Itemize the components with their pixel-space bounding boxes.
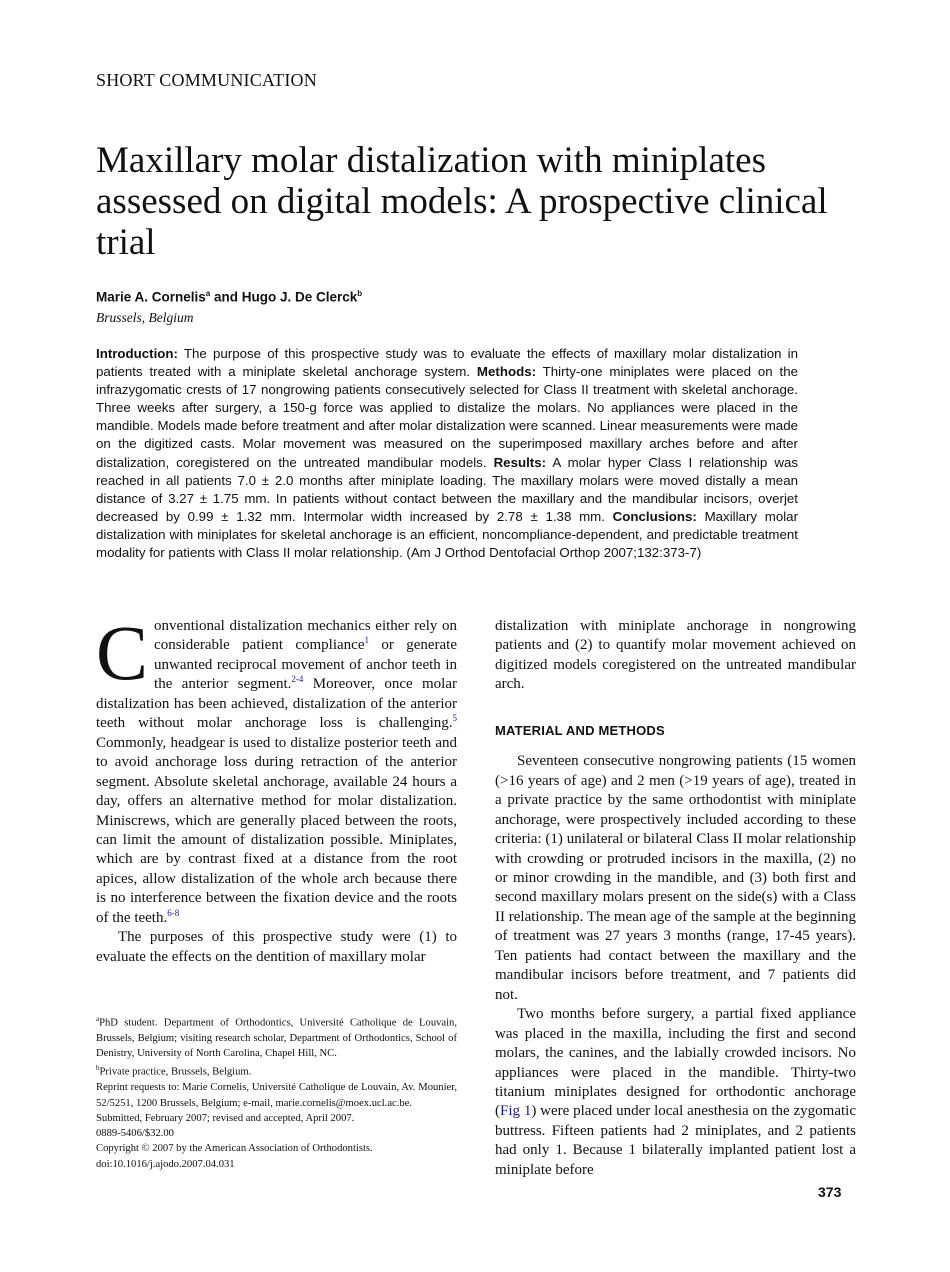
author-name: Marie A. Cornelis xyxy=(96,289,206,305)
abstract xyxy=(96,345,798,562)
body-text: onventional distalization mechanics either rely on considerable patient compliance xyxy=(154,618,457,654)
body-text: Commonly, headgear is used to distalize posterior teeth and to avoid anchorage loss during retraction of the anterior segment. Absolute skeletal anchorage, available 24 hours a day, offers an alternative method for molar distalization. Miniscrews, which are generally placed between the roots, can limit the amount of distalization possible. Miniplates, which are by contrast fixed at a distance from the root apices, allow distalization of the whole arch because there is no interference between the fixation device and the roots of the teeth. xyxy=(96,734,457,926)
abstract-conclusions: Maxillary molar distalization with miniplates for skeletal anchorage is an efficient, noncompliance-dependent, and predictable treatment modality for patients with Class II molar relationship. (Am J Orthod Dentofacial Orthop 2007;132:373-7) xyxy=(96,508,799,561)
page-number: 373 xyxy=(818,1184,842,1200)
citation-link[interactable]: 6-8 xyxy=(167,907,180,918)
citation-link[interactable]: 1 xyxy=(364,635,369,646)
body-column-left xyxy=(96,609,457,967)
copyright-notice: Copyright © 2007 by the American Association of Orthodontists. xyxy=(96,1143,373,1155)
article-title: Maxillary molar distalization with miniplates assessed on digital models: A prospective clinical trial xyxy=(96,140,828,263)
section-heading: MATERIAL AND METHODS xyxy=(495,722,665,738)
author-conjunction: and xyxy=(210,289,242,305)
body-column-right xyxy=(495,617,856,1180)
abstract-results-label: Results: xyxy=(493,454,547,470)
author-name: Hugo J. De Clerck xyxy=(241,289,358,305)
body-text: ) were placed under local anesthesia on the zygomatic buttress. Fifteen patients had 2 miniplates, and 2 patients had only 1. Because 1 bilaterally implanted patient lost a miniplate before xyxy=(495,1103,856,1178)
body-text: or generate unwanted reciprocal movement of anchor teeth in the anterior segment. xyxy=(154,637,457,693)
citation-link[interactable]: 5 xyxy=(452,713,457,724)
abstract-intro-label: Introduction: xyxy=(96,346,178,361)
figure-link[interactable]: Fig 1 xyxy=(500,1103,532,1120)
doi: doi:10.1016/j.ajodo.2007.04.031 xyxy=(96,1158,235,1170)
abstract-methods: Thirty-one miniplates were placed on the infrazygomatic crests of 17 nongrowing patients consecutively selected for Class II treatment with skeletal anchorage. Three weeks after surgery, a 150-g force was applied to distalize the molars. No appliances were placed in the mandible. Models made before treatment and after molar distalization were scanned. Linear measurements were made on the digitized casts. Molar movement was measured on the superimposed maxillary arches before and after distalization, coregistered on the untreated mandibular models. xyxy=(96,364,798,470)
footnote-text: Private practice, Brussels, Belgium. xyxy=(99,1066,252,1078)
body-text: Moreover, once molar distalization has been achieved, distalization of the anterior teeth without molar anchorage loss is challenging. xyxy=(96,676,457,732)
footnote-marker: a xyxy=(96,1015,100,1023)
reprint-requests: Reprint requests to: Marie Cornelis, Université Catholique de Louvain, Av. Mounier, 52/5251, 1200 Brussels, Belgium; e-mail, marie.cornelis@moex.ucl.ac.be. xyxy=(96,1082,457,1109)
body-paragraph xyxy=(495,1005,856,1180)
citation-link[interactable]: 2-4 xyxy=(291,674,304,685)
abstract-intro: The purpose of this prospective study was to evaluate the effects of maxillary molar distalization in patients treated with a miniplate skeletal anchorage system. xyxy=(96,346,798,380)
footnote-marker: b xyxy=(96,1064,100,1073)
abstract-conclusions-label: Conclusions: xyxy=(612,508,697,524)
author-list xyxy=(96,289,362,305)
footnotes xyxy=(96,1012,457,1172)
abstract-methods-label: Methods: xyxy=(476,364,537,380)
body-paragraph xyxy=(96,609,457,928)
abstract-results: A molar hyper Class I relationship was reached in all patients 7.0 ± 2.0 months after miniplate loading. The maxillary molars were moved distally a mean distance of 3.27 ± 1.75 mm. In patients without contact between the maxillary and the mandibular incisors, overjet decreased by 0.99 ± 1.32 mm. Intermolar width increased by 2.78 ± 1.38 mm. xyxy=(96,454,798,524)
issn-price: 0889-5406/$32.00 xyxy=(96,1128,174,1140)
footnote xyxy=(96,1012,457,1061)
affiliation-marker: a xyxy=(205,289,211,298)
section-label: SHORT COMMUNICATION xyxy=(96,70,317,90)
author-location: Brussels, Belgium xyxy=(96,310,194,325)
body-text: Two months before surgery, a partial fixed appliance was placed in the maxilla, including the first and second molars, the canines, and the labially crowded incisors. No appliances were placed in the mandible. Thirty-two titanium miniplates designed for orthodontic anchorage ( xyxy=(495,1006,856,1120)
body-paragraph: The purposes of this prospective study were (1) to evaluate the effects on the dentition of maxillary molar xyxy=(96,929,457,965)
affiliation-marker: b xyxy=(357,289,363,298)
body-paragraph: distalization with miniplate anchorage in nongrowing patients and (2) to quantify molar movement achieved on digitized models coregistered on the untreated mandibular arch. xyxy=(495,618,856,693)
body-paragraph: Seventeen consecutive nongrowing patients (15 women (>16 years of age) and 2 men (>19 years of age), treated in a private practice by the same orthodontist with miniplate anchorage, were prospectively included according to these criteria: (1) unilateral or bilateral Class II molar relationship with crowding or protruded incisors in the maxilla, (2) no or minor crowding in the mandible, and (3) both first and second maxillary molars present on the side(s) with a Class II relationship. The mean age of the sample at the beginning of treatment was 27 years 3 months (range, 17-45 years). Ten patients had contact between the maxillary and the mandibular incisors before treatment, and 7 patients did not. xyxy=(495,753,856,1003)
footnote-text: PhD student. Department of Orthodontics, Université Catholique de Louvain, Brussels, Belgium; visiting research scholar, Department of Orthodontics, School of Denistry, University of North Carolina, Chapel Hill, NC. xyxy=(96,1017,457,1060)
drop-cap: C xyxy=(96,609,149,696)
footnote xyxy=(96,1061,457,1080)
submission-dates: Submitted, February 2007; revised and accepted, April 2007. xyxy=(96,1112,355,1124)
